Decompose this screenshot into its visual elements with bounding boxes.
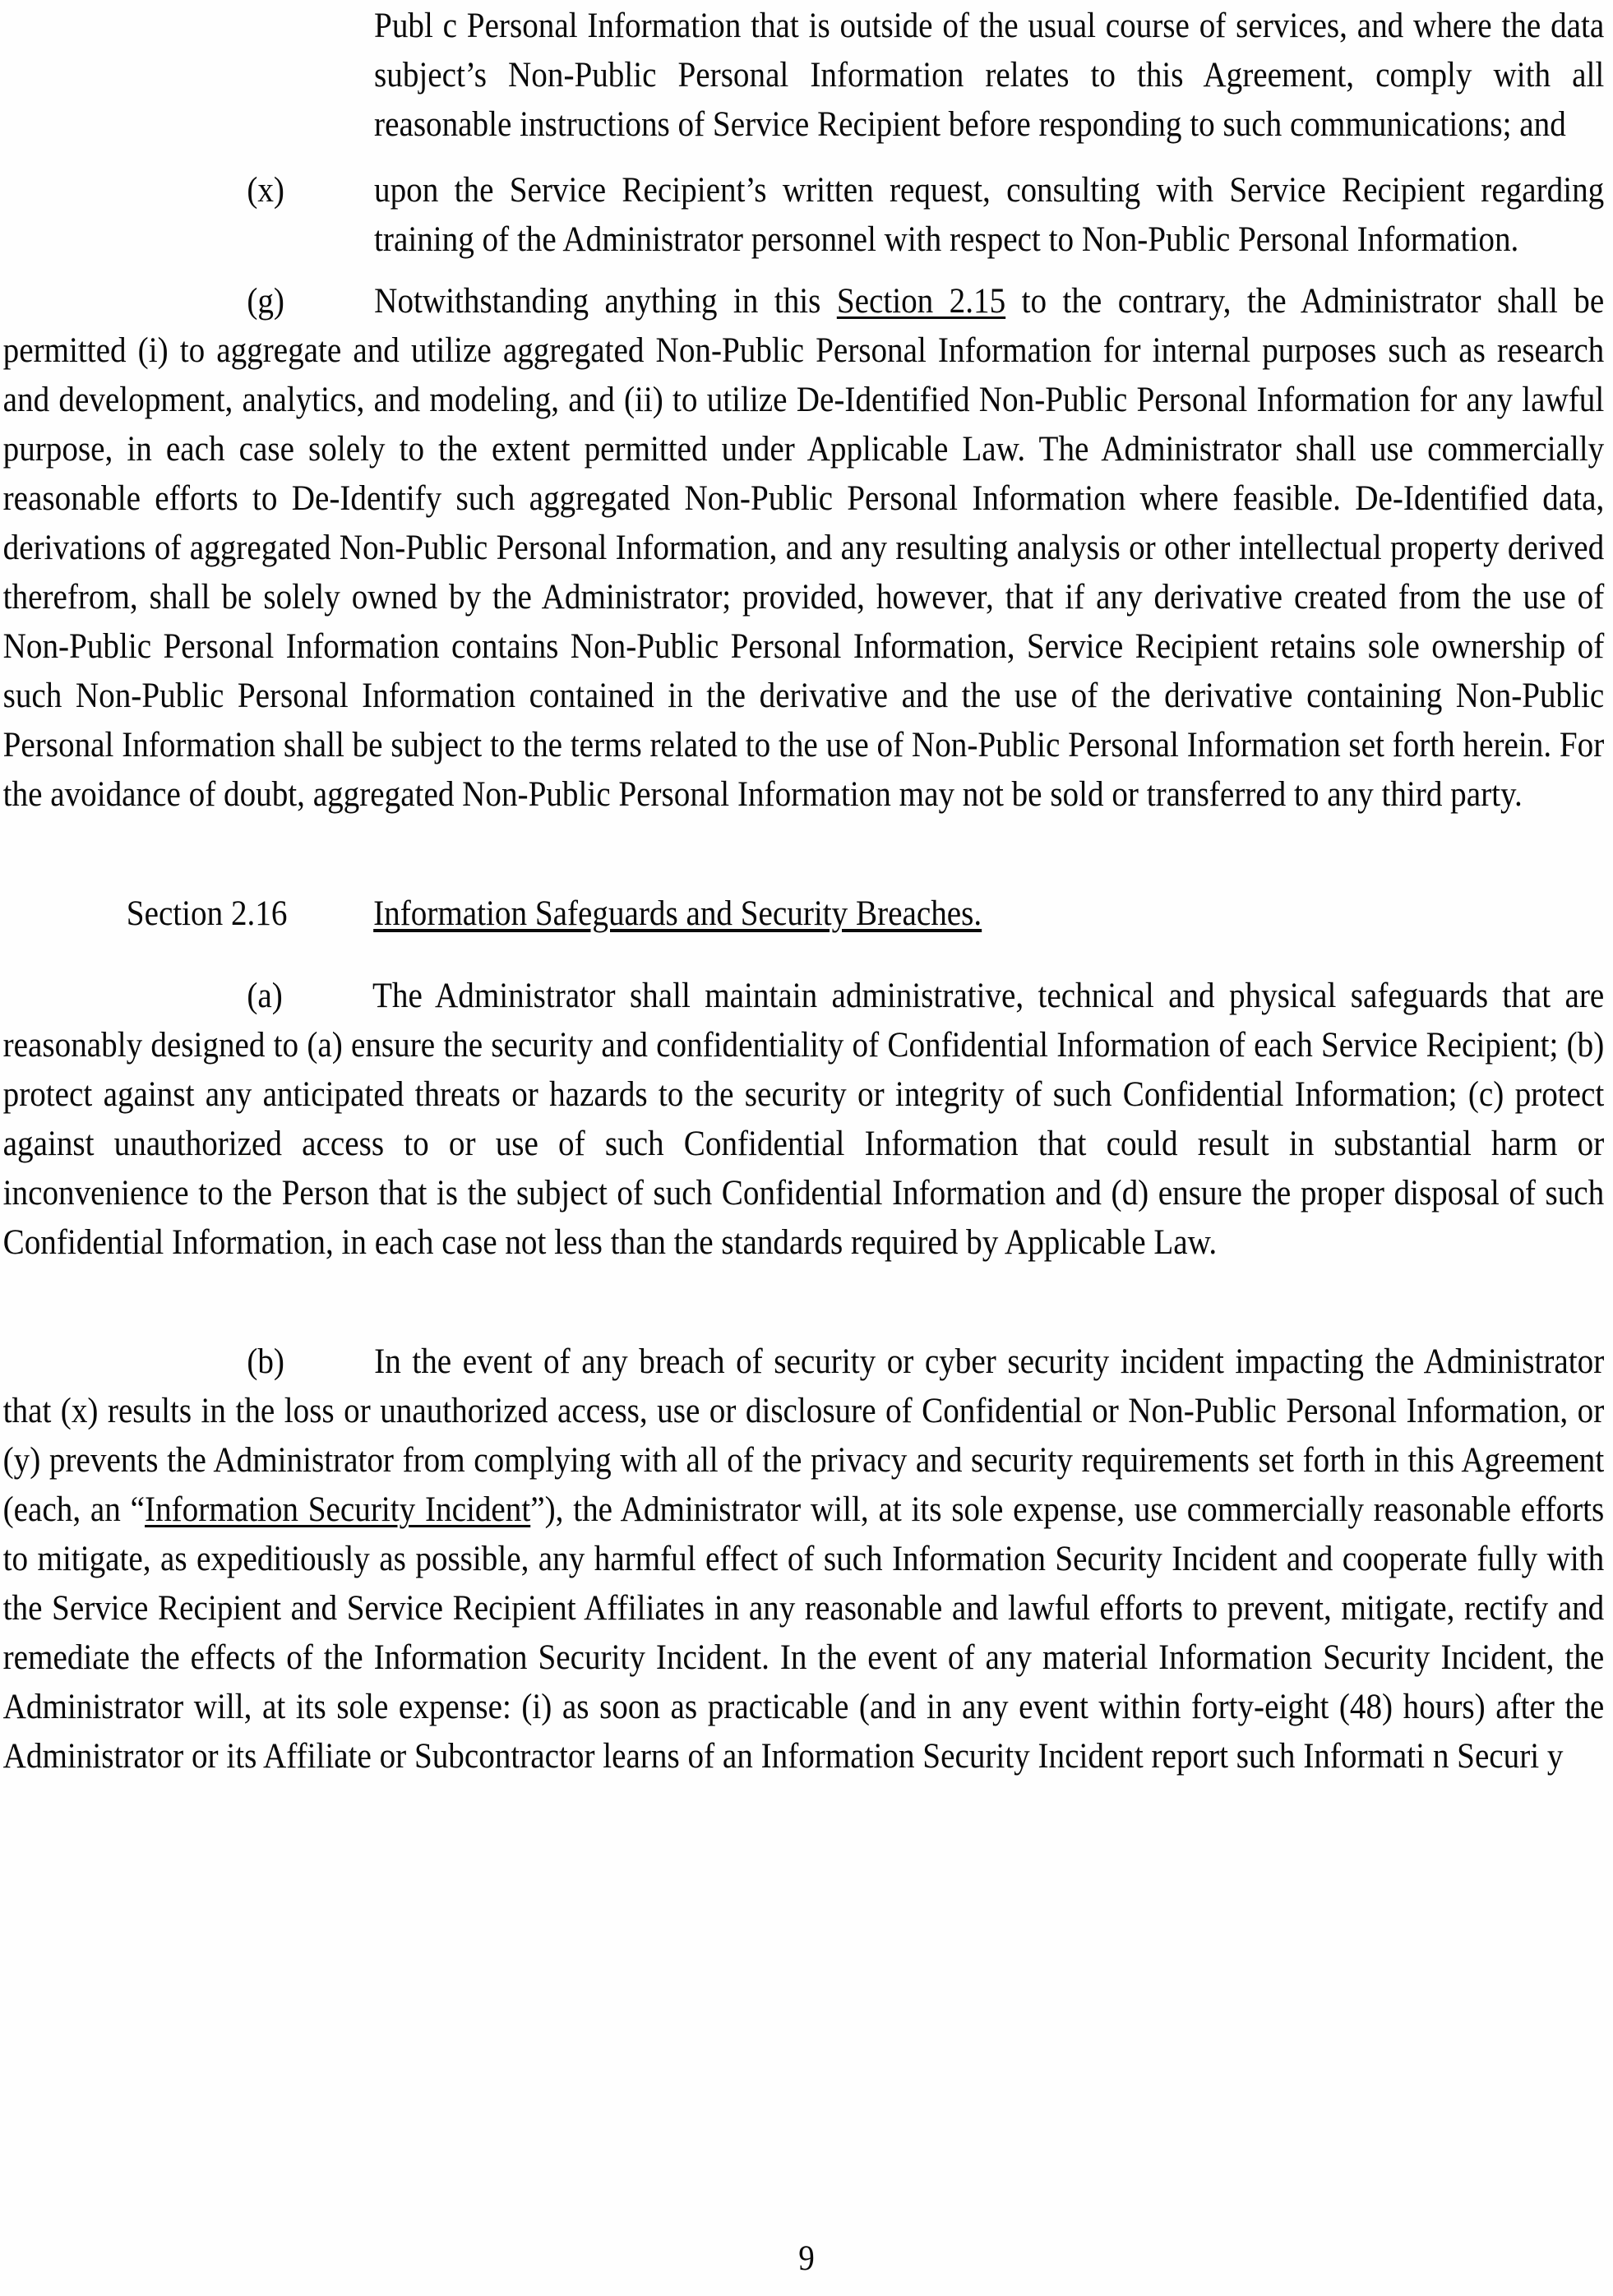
clause-x-text: upon the Service Recipient’s written request, consulting with Service Recipient regarding training of the Administrator personnel with respect to Non-Public Personal Information. xyxy=(374,171,1605,259)
paragraph-g xyxy=(3,277,1605,820)
paragraph-g-lead-text: Notwithstanding anything in this xyxy=(374,282,837,321)
paragraph-b xyxy=(3,1337,1605,1781)
clause-x-label: (x) xyxy=(247,171,284,210)
paragraph-a-body-text: The Administrator shall maintain administrative, technical and physical safeguards that are reasonably designed to (a) ensure the security and confidentiality of Confidential Information of each Service Recipient; (b) protect against any anticipated threats or hazards to the security or integrity of such Confidential Information; (c) protect against unauthorized access to or use of such Confidential Information that could result in substantial harm or inconvenience to the Person that is the subject of such Confidential Information and (d) ensure the proper disposal of such Confidential Information, in each case not less than the standards required by Applicable Law. xyxy=(2,977,1605,1262)
clause-continuation-text: Publ c Personal Information that is outside of the usual course of services, and where the data subject’s Non-Public Personal Information relates to this Agreement, comply with all reasonable instructions of Service Recipient before responding to such communications; and xyxy=(374,7,1605,144)
paragraph-b-lead-text: In the event of any breach of security or cyber security incident impacting the Administrator that (x) results in the loss or unauthorized access, use or disclosure of Confidential or Non-Public Personal Information, or (y) prevents the Administrator from complying with all of the privacy and security requirements set forth in this Agreement (each, an “ xyxy=(2,1342,1605,1529)
section-2-16-title: Information Safeguards and Security Breaches. xyxy=(373,894,982,933)
clause-continuation-block xyxy=(374,2,1604,150)
paragraph-a-label: (a) xyxy=(247,977,283,1015)
paragraph-a xyxy=(3,972,1605,1268)
paragraph-g-label: (g) xyxy=(247,282,284,321)
paragraph-b-label: (b) xyxy=(247,1342,284,1381)
section-2-15-reference: Section 2.15 xyxy=(836,282,1006,321)
page-number: 9 xyxy=(798,2239,815,2278)
paragraph-g-body-text: to the contrary, the Administrator shall be permitted (i) to aggregate and utilize aggregated Non-Public Personal Information for internal purposes such as research and development, analytics, and modeling, and (ii) to utilize De-Identified Non-Public Personal Information for any lawful purpose, in each case solely to the extent permitted under Applicable Law. The Administrator shall use commercially reasonable efforts to De-Identify such aggregated Non-Public Personal Information where feasible. De-Identified data, derivations of aggregated Non-Public Personal Information, and any resulting analysis or other intellectual property derived therefrom, shall be solely owned by the Administrator; provided, however, that if any derivative created from the use of Non-Public Personal Information contains Non-Public Personal Information, Service Recipient retains sole ownership of such Non-Public Personal Information contained in the derivative and the use of the derivative containing Non-Public Personal Information shall be subject to the terms related to the use of Non-Public Personal Information set forth herein. For the avoidance of doubt, aggregated Non-Public Personal Information may not be sold or transferred to any third party. xyxy=(2,282,1605,814)
information-security-incident-defined-term: Information Security Incident xyxy=(145,1490,531,1529)
section-2-16-heading xyxy=(127,889,1604,939)
paragraph-b-body-text: ”), the Administrator will, at its sole expense, use commercially reasonable efforts to mitigate, as expeditiously as possible, any harmful effect of such Information Security Incident and cooperate fully with the Service Recipient and Service Recipient Affiliates in any reasonable and lawful efforts to prevent, mitigate, rectify and remediate the effects of the Information Security Incident. In the event of any material Information Security Incident, the Administrator will, at its sole expense: (i) as soon as practicable (and in any event within forty-eight (48) hours) after the Administrator or its Affiliate or Subcontractor learns of an Information Security Incident report such Informati n Securi y xyxy=(2,1490,1605,1776)
section-2-16-number: Section 2.16 xyxy=(126,894,288,933)
clause-x-block xyxy=(247,166,1605,265)
